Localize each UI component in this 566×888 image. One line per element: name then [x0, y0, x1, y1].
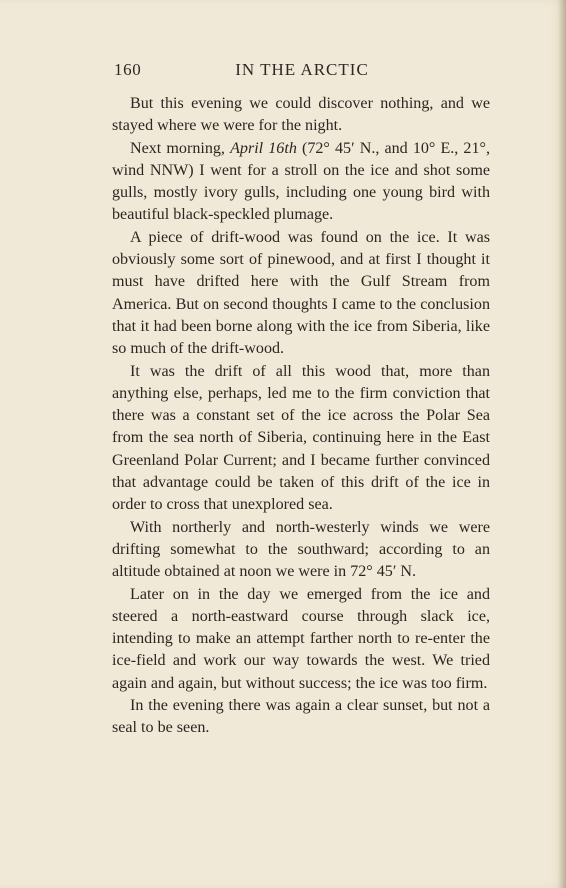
date-italic: April 16th: [230, 139, 297, 157]
paragraph: A piece of drift-wood was found on the ice. It was obviously some sort of pinewood, and at first I thought it must have drifted here with the Gulf Stream from America. But on second thoughts I came to the conclusion that it had been borne along with the ice from Siberia, like so much of the drift-wood.: [112, 228, 490, 358]
paragraph: In the evening there was again a clear sunset, but not a seal to be seen.: [112, 697, 490, 737]
running-title: IN THE ARCTIC: [235, 60, 369, 79]
paragraph: It was the drift of all this wood that, more than anything else, perhaps, led me to the firm conviction that there was a constant set of the ice across the Polar Sea from the sea north of Siberia, continuing here in the East Greenland Polar Current; and I became further convinced that advantage could be taken of this drift of the ice in order to cross that unexplored sea.: [112, 362, 490, 514]
paragraph-text: (72° 45′ N., and 10° E., 21°, wind NNW) I went for a stroll on the ice and shot some gulls, mostly ivory gulls, including one young bird with beautiful black-speckled plumage.: [112, 139, 490, 224]
body-text: [112, 93, 490, 740]
running-head: [114, 60, 490, 84]
paragraph: But this evening we could discover nothing, and we stayed where we were for the night.: [112, 95, 490, 135]
paragraph: With northerly and north-westerly winds we were drifting somewhat to the southward; according to an altitude obtained at noon we were in 72° 45′ N.: [112, 518, 490, 581]
paragraph: [112, 138, 490, 227]
page-number: 160: [114, 60, 142, 79]
paragraph-text: Next morning,: [130, 139, 231, 157]
paragraph: Later on in the day we emerged from the ice and steered a north-eastward course through slack ice, intending to make an attempt farther north to re-enter the ice-field and work our way towards the west. We tried again and again, but without success; the ice was too firm.: [112, 585, 490, 692]
